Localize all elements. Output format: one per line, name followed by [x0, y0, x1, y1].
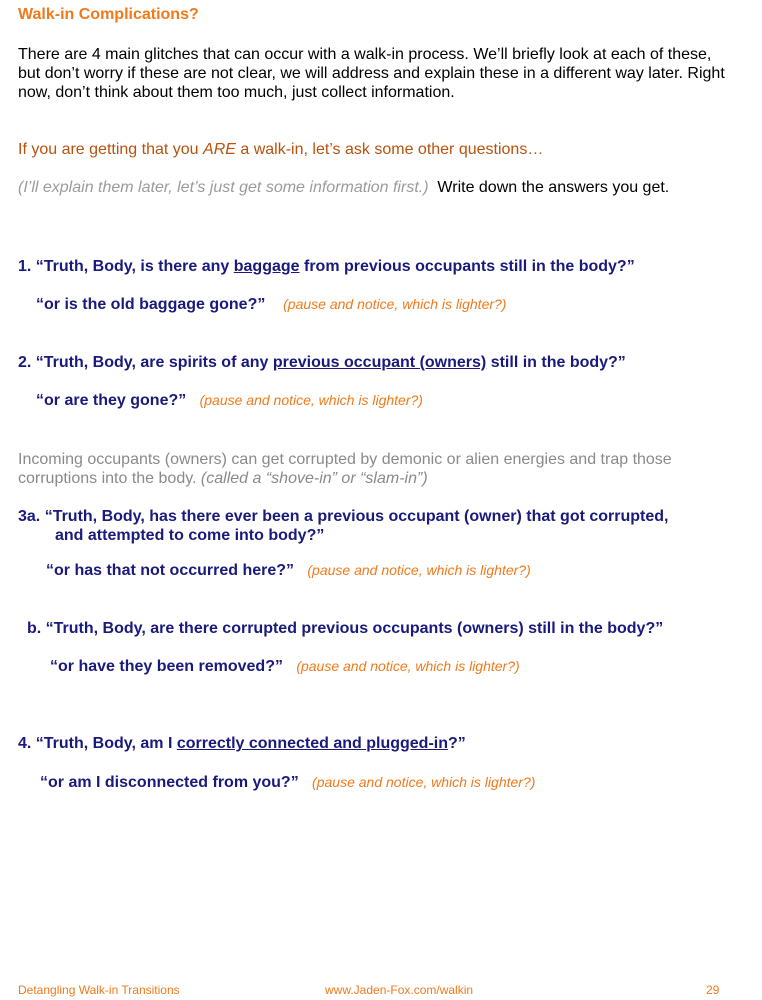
q1-post: from previous occupants still in the body?” [299, 258, 635, 275]
question-3a-line2: and attempted to come into body?” [55, 527, 325, 544]
q2-note: (pause and notice, which is lighter?) [199, 392, 423, 408]
page-title: Walk-in Complications? [18, 6, 199, 23]
footer-title: Detangling Walk-in Transitions [18, 983, 180, 997]
q2-pre: 2. “Truth, Body, are spirits of any [18, 354, 273, 371]
q4-underlined: correctly connected and plugged-in [176, 735, 448, 752]
q4-post: ?” [448, 735, 466, 752]
q2-post: still in the body?” [486, 354, 626, 371]
question-2-alt [36, 392, 423, 410]
question-3b-alt [50, 658, 520, 676]
q2-alt-text: “or are they gone?” [36, 392, 187, 409]
q3b-note: (pause and notice, which is lighter?) [296, 658, 520, 674]
q1-note: (pause and notice, which is lighter?) [283, 296, 507, 312]
para-plain: Incoming occupants (owners) can get corrupted by demonic or alien energies and trap those corruptions into the body. [18, 451, 672, 487]
q1-underlined: baggage [233, 258, 300, 275]
intro-paragraph: There are 4 main glitches that can occur with a walk-in process. We’ll briefly look at each of these, but don’t worry if these are not clear, we will address and explain these in a different way later. Right now, don’t think about them too much, just collect information. [18, 46, 725, 101]
explain-italic: (I’ll explain them later, let’s just get some information first.) [18, 179, 429, 196]
question-1-alt [36, 296, 506, 314]
ask-pre: If you are getting that you [18, 141, 204, 158]
q3a-note: (pause and notice, which is lighter?) [307, 562, 531, 578]
footer-url[interactable]: www.Jaden-Fox.com/walkin [325, 983, 474, 997]
para-italic: (called a “shove-in” or “slam-in”) [200, 470, 428, 487]
q4-note: (pause and notice, which is lighter?) [312, 774, 536, 790]
explain-line [18, 179, 669, 197]
question-1 [18, 258, 635, 276]
ask-post: a walk-in, let’s ask some other questions… [235, 141, 544, 158]
q4-pre: 4. “Truth, Body, am I [18, 735, 177, 752]
question-3b: b. “Truth, Body, are there corrupted previous occupants (owners) still in the body?” [27, 620, 664, 637]
ask-emphasis: ARE [203, 141, 236, 158]
q4-alt-text: “or am I disconnected from you?” [40, 774, 299, 791]
q1-pre: 1. “Truth, Body, is there any [18, 258, 234, 275]
question-3a-alt [46, 562, 531, 580]
q2-underlined: previous occupant (owners) [272, 354, 487, 371]
q3a-alt-text: “or has that not occurred here?” [46, 562, 295, 579]
corruption-paragraph [18, 450, 738, 488]
page-number: 29 [706, 983, 720, 997]
explain-plain: Write down the answers you get. [437, 179, 670, 196]
q1-alt-text: “or is the old baggage gone?” [36, 296, 266, 313]
question-4 [18, 735, 466, 753]
question-4-alt [40, 774, 535, 792]
q3b-alt-text: “or have they been removed?” [50, 658, 283, 675]
question-3a-line1: 3a. “Truth, Body, has there ever been a previous occupant (owner) that got corrupted, [18, 508, 669, 525]
question-2 [18, 354, 626, 372]
walk-in-question-intro [18, 141, 543, 159]
